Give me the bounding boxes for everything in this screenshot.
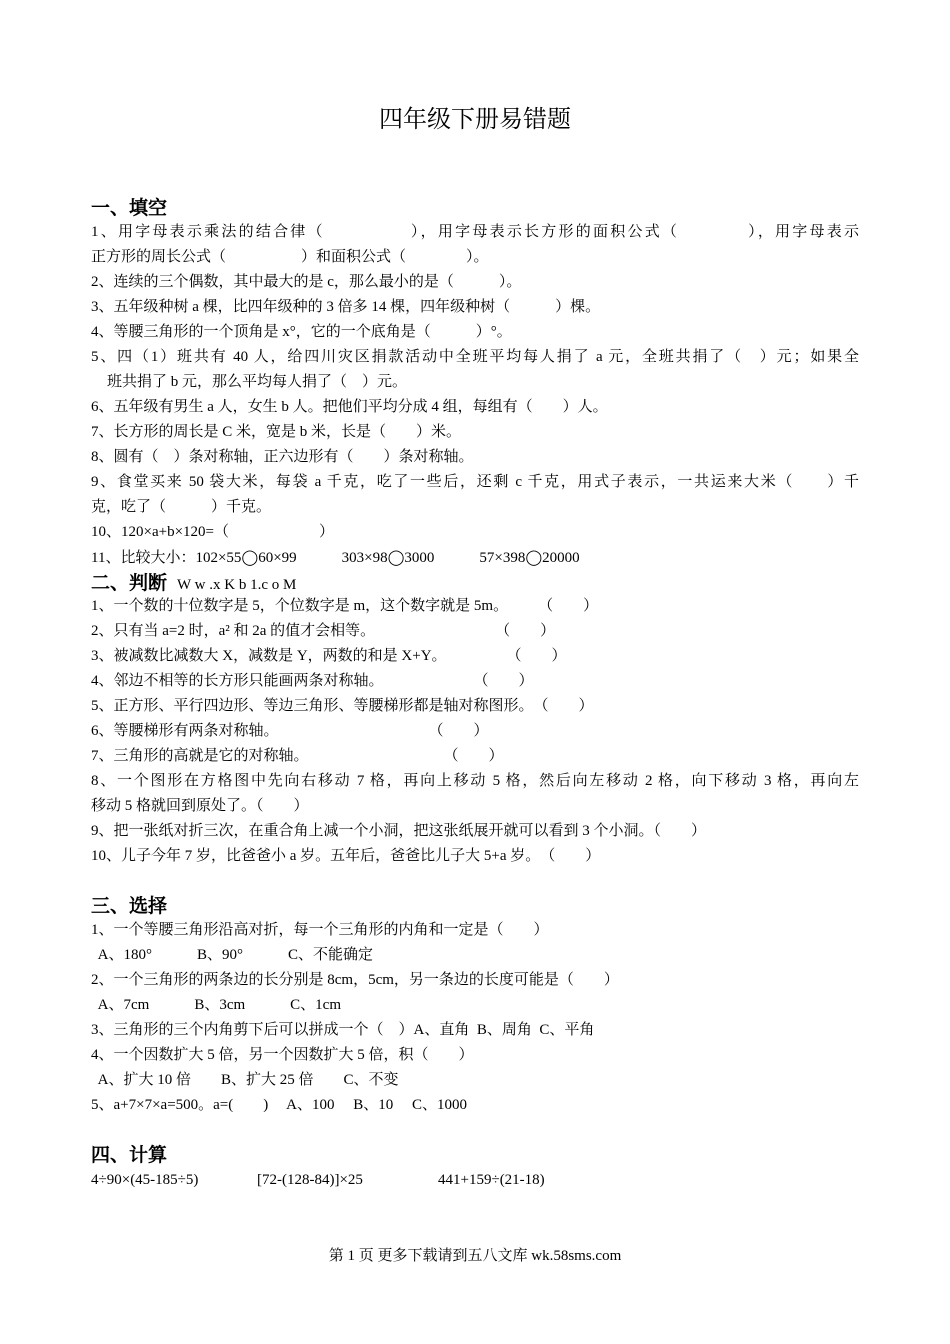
judge-q8-line2: 移动 5 格就回到原处了。（ ） (91, 798, 309, 814)
page-footer: 第 1 页 更多下载请到五八文库 wk.58sms.com (328, 1248, 622, 1264)
choice-q5: 5、a+7×7×a=500。a=( ) A、100 B、10 C、1000 (91, 1097, 468, 1113)
judge-q10: 10、儿子今年 7 岁，比爸爸小 a 岁。五年后，爸爸比儿子大 5+a 岁。 （ ） (91, 848, 601, 864)
fill-q5-line1: 5、四（1）班共有 40 人，给四川灾区捐款活动中全班平均每人捐了 a 元，全班共捐了（ ）元；如果全 (91, 349, 859, 365)
fill-q9-line1: 9、食堂买来 50 袋大米，每袋 a 千克，吃了一些后，还剩 c 千克，用式子表示，一共运来大米（ ）千 (91, 474, 859, 490)
judge-q8-line1: 8、一个图形在方格图中先向右移动 7 格，再向上移动 5 格，然后向左移动 2 格，向下移动 3 格，再向左 (91, 773, 859, 789)
fill-q1-line2: 正方形的周长公式（ ）和面积公式（ ）。 (91, 249, 489, 265)
choice-q1: 1、一个等腰三角形沿高对折，每一个三角形的内角和一定是（ ） (91, 922, 549, 938)
page-title: 四年级下册易错题 (379, 107, 571, 133)
section-heading-choice: 三、选择 (91, 895, 168, 917)
fill-q1-line1: 1、用字母表示乘法的结合律（ ），用字母表示长方形的面积公式（ ），用字母表示 (91, 224, 859, 240)
choice-q2: 2、一个三角形的两条边的长分别是 8cm，5cm，另一条边的长度可能是（ ） (91, 972, 619, 988)
calc-expr: 441+159÷(21-18) (438, 1172, 545, 1188)
choice-q4-options: A、扩大 10 倍 B、扩大 25 倍 C、不变 (91, 1072, 399, 1088)
judge-q9: 9、把一张纸对折三次，在重合角上减一个小洞，把这张纸展开就可以看到 3 个小洞。（ ） (91, 823, 707, 839)
judge-q3: 3、被减数比减数大 X，减数是 Y，两数的和是 X+Y。 （ ） (91, 648, 567, 664)
judge-q6: 6、等腰梯形有两条对称轴。 （ ） (91, 723, 489, 739)
judge-heading-text: 二、判断 (91, 572, 168, 594)
section-heading-fill-blank: 一、填空 (91, 197, 168, 219)
fill-q4: 4、等腰三角形的一个顶角是 x°，它的一个底角是（ ）°。 (91, 324, 512, 340)
judge-q1: 1、一个数的十位数字是 5，个位数字是 m，这个数字就是 5m。 （ ） (91, 598, 599, 614)
choice-q3: 3、三角形的三个内角剪下后可以拼成一个（ ）A、直角 B、周角 C、平角 (91, 1022, 595, 1038)
section-heading-calculate: 四、计算 (91, 1144, 168, 1166)
watermark-text: W w .x K b 1.c o M (177, 577, 297, 593)
fill-q8: 8、圆有（ ）条对称轴，正六边形有（ ）条对称轴。 (91, 449, 474, 465)
section-heading-judge (91, 570, 296, 598)
judge-q4: 4、邻边不相等的长方形只能画两条对称轴。 （ ） (91, 673, 534, 689)
calc-expr: [72-(128-84)]×25 (257, 1172, 363, 1188)
judge-q2: 2、只有当 a=2 时，a² 和 2a 的值才会相等。 （ ） (91, 623, 556, 639)
fill-q5-line2: 班共捐了 b 元，那么平均每人捐了（ ）元。 (107, 374, 408, 390)
choice-q2-options: A、7cm B、3cm C、1cm (91, 997, 341, 1013)
fill-q10: 10、120×a+b×120=（ ） (91, 524, 334, 540)
fill-q2: 2、连续的三个偶数，其中最大的是 c，那么最小的是（ ）。 (91, 274, 522, 290)
fill-q9-line2: 克，吃了（ ）千克。 (91, 499, 272, 515)
fill-q7: 7、长方形的周长是 C 米，宽是 b 米，长是（ ）米。 (91, 424, 462, 440)
calc-expr: 4÷90×(45-185÷5) (91, 1172, 199, 1188)
judge-q5: 5、正方形、平行四边形、等边三角形、等腰梯形都是轴对称图形。 （ ） (91, 698, 594, 714)
fill-q6: 6、五年级有男生 a 人，女生 b 人。把他们平均分成 4 组，每组有（ ）人。 (91, 399, 608, 415)
fill-q3: 3、五年级种树 a 棵，比四年级种的 3 倍多 14 棵，四年级种树（ ）棵。 (91, 299, 601, 315)
judge-q7: 7、三角形的高就是它的对称轴。 （ ） (91, 748, 504, 764)
fill-q11: 11、比较大小：102×55◯60×99 303×98◯3000 57×398◯20000 (91, 550, 580, 566)
choice-q4: 4、一个因数扩大 5 倍，另一个因数扩大 5 倍，积（ ） (91, 1047, 474, 1063)
calc-row (91, 1170, 545, 1190)
choice-q1-options: A、180° B、90° C、不能确定 (91, 947, 374, 963)
